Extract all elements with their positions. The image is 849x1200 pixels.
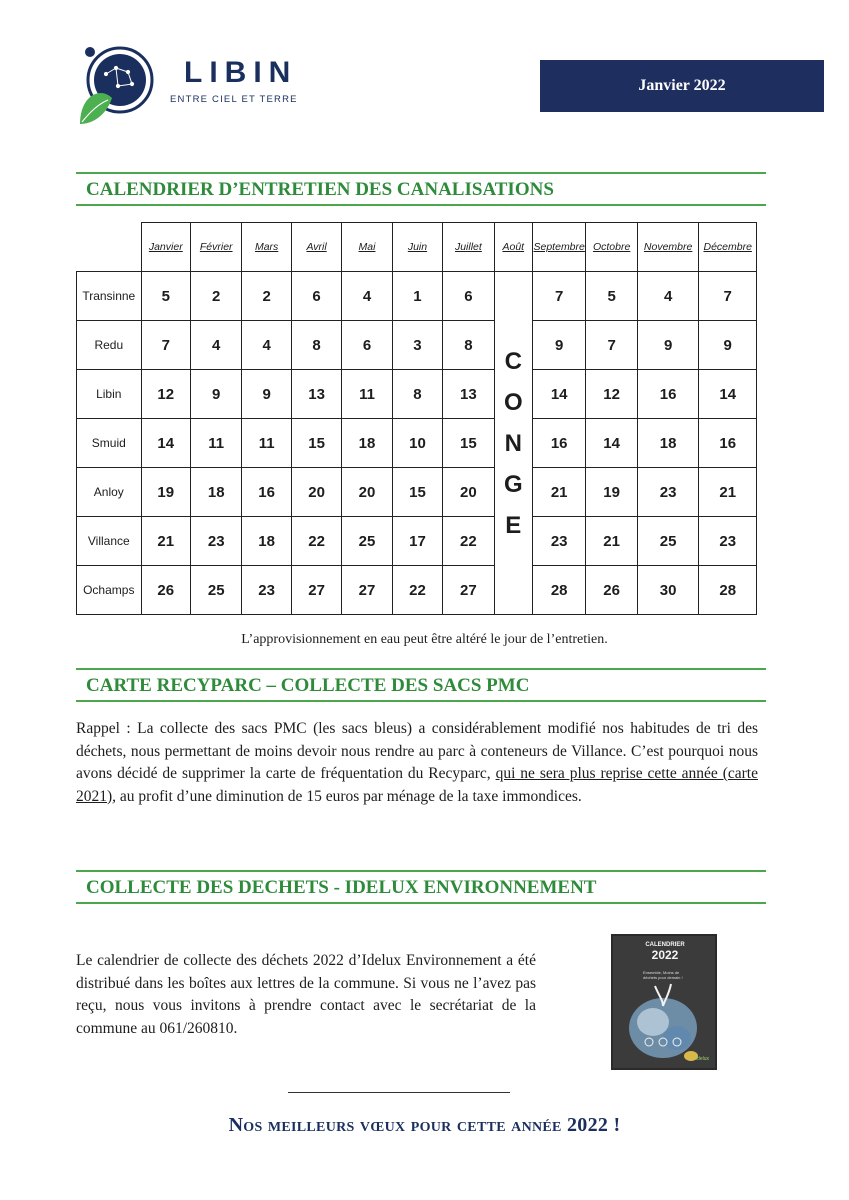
- day-cell: 20: [342, 468, 392, 517]
- day-cell: 9: [532, 321, 585, 370]
- month-header: Juin: [392, 223, 442, 272]
- day-cell: 27: [443, 566, 494, 615]
- conge-letter: G: [503, 470, 523, 498]
- calendar-row: [77, 468, 757, 517]
- day-cell: 18: [242, 517, 291, 566]
- day-cell: 6: [443, 272, 494, 321]
- calendar-row: [77, 321, 757, 370]
- month-header: Octobre: [586, 223, 637, 272]
- town-name: Libin: [77, 370, 142, 419]
- day-cell: 15: [392, 468, 442, 517]
- town-name: Smuid: [77, 419, 142, 468]
- day-cell: 6: [342, 321, 392, 370]
- day-cell: 16: [242, 468, 291, 517]
- day-cell: 16: [532, 419, 585, 468]
- day-cell: 8: [392, 370, 442, 419]
- day-cell: 11: [190, 419, 241, 468]
- libin-logo-icon: [76, 42, 156, 128]
- day-cell: 19: [586, 468, 637, 517]
- calendar-row: [77, 517, 757, 566]
- calendar-row: [77, 419, 757, 468]
- cover-title-text: CALENDRIER: [645, 942, 685, 948]
- day-cell: 21: [532, 468, 585, 517]
- day-cell: 26: [586, 566, 637, 615]
- day-cell: 4: [342, 272, 392, 321]
- day-cell: 15: [291, 419, 341, 468]
- day-cell: 28: [532, 566, 585, 615]
- month-header: Novembre: [637, 223, 699, 272]
- day-cell: 13: [443, 370, 494, 419]
- conge-letter: O: [503, 388, 523, 416]
- conge-letter: N: [504, 429, 522, 457]
- date-badge: Janvier 2022: [540, 60, 824, 112]
- calendar-row: [77, 566, 757, 615]
- day-cell: 27: [291, 566, 341, 615]
- recyparc-text-end: , au profit d’une diminution de 15 euros par ménage de la taxe immondices.: [112, 787, 582, 805]
- month-header: Janvier: [141, 223, 190, 272]
- day-cell: 11: [342, 370, 392, 419]
- day-cell: 22: [392, 566, 442, 615]
- section-title-recyparc: CARTE RECYPARC – COLLECTE DES SACS PMC: [76, 668, 766, 702]
- day-cell: 21: [141, 517, 190, 566]
- month-header: Février: [190, 223, 241, 272]
- day-cell: 21: [699, 468, 757, 517]
- brand: [170, 58, 298, 105]
- day-cell: 23: [190, 517, 241, 566]
- month-header: Mai: [342, 223, 392, 272]
- month-header: Août: [494, 223, 532, 272]
- day-cell: 9: [637, 321, 699, 370]
- day-cell: 2: [190, 272, 241, 321]
- town-name: Transinne: [77, 272, 142, 321]
- day-cell: 7: [532, 272, 585, 321]
- day-cell: 22: [291, 517, 341, 566]
- brand-name: LIBIN: [184, 56, 298, 89]
- brand-tagline: ENTRE CIEL ET TERRE: [170, 94, 298, 105]
- cover-title: [619, 942, 711, 962]
- month-header: Juillet: [443, 223, 494, 272]
- day-cell: 14: [532, 370, 585, 419]
- divider-line: [288, 1092, 510, 1093]
- day-cell: 23: [242, 566, 291, 615]
- day-cell: 4: [637, 272, 699, 321]
- day-cell: 21: [586, 517, 637, 566]
- day-cell: 14: [699, 370, 757, 419]
- day-cell: 13: [291, 370, 341, 419]
- day-cell: 9: [190, 370, 241, 419]
- day-cell: 22: [443, 517, 494, 566]
- day-cell: 20: [443, 468, 494, 517]
- day-cell: 5: [141, 272, 190, 321]
- day-cell: 14: [141, 419, 190, 468]
- day-cell: 9: [699, 321, 757, 370]
- day-cell: 23: [532, 517, 585, 566]
- recyparc-paragraph: [76, 718, 758, 808]
- day-cell: 10: [392, 419, 442, 468]
- day-cell: 8: [443, 321, 494, 370]
- recyparc-text-start: Rappel : La collecte des sacs PMC (les sacs bleus) a considérablement modifié nos habitudes de tri des déchets, nous permettant de moins devoir nous rendre au parc à conteneurs de Villance. C’est pourquoi nous avons décidé de supprimer la carte de fréquentation du Recyparc,: [76, 720, 758, 782]
- closing-wishes: Nos meilleurs vœux pour cette année 2022 !: [228, 1114, 621, 1136]
- day-cell: 18: [190, 468, 241, 517]
- waste-bag-illustration-icon: [619, 976, 711, 1066]
- day-cell: 23: [699, 517, 757, 566]
- day-cell: 16: [699, 419, 757, 468]
- day-cell: 9: [242, 370, 291, 419]
- day-cell: 7: [141, 321, 190, 370]
- day-cell: 30: [637, 566, 699, 615]
- day-cell: 27: [342, 566, 392, 615]
- town-name: Villance: [77, 517, 142, 566]
- day-cell: 25: [342, 517, 392, 566]
- day-cell: 15: [443, 419, 494, 468]
- day-cell: 23: [637, 468, 699, 517]
- day-cell: 4: [190, 321, 241, 370]
- month-header: Décembre: [699, 223, 757, 272]
- day-cell: 8: [291, 321, 341, 370]
- day-cell: 7: [699, 272, 757, 321]
- day-cell: 3: [392, 321, 442, 370]
- day-cell: 28: [699, 566, 757, 615]
- day-cell: 18: [637, 419, 699, 468]
- town-name: Ochamps: [77, 566, 142, 615]
- day-cell: 12: [586, 370, 637, 419]
- maintenance-calendar-table: [76, 222, 757, 615]
- day-cell: 11: [242, 419, 291, 468]
- section-title-canalisations: CALENDRIER D’ENTRETIEN DES CANALISATIONS: [76, 172, 766, 206]
- day-cell: 7: [586, 321, 637, 370]
- month-header: Mars: [242, 223, 291, 272]
- section-title-idelux: COLLECTE DES DECHETS - IDELUX ENVIRONNEMENT: [76, 870, 766, 904]
- calendar-row: [77, 272, 757, 321]
- month-header-row: [77, 223, 757, 272]
- day-cell: 19: [141, 468, 190, 517]
- month-header: Septembre: [532, 223, 585, 272]
- day-cell: 4: [242, 321, 291, 370]
- calendar-row: [77, 370, 757, 419]
- recyparc-text-underlined: qui ne sera plus reprise cette année (carte 2021): [76, 765, 758, 805]
- cover-year: 2022: [651, 948, 679, 962]
- day-cell: 18: [342, 419, 392, 468]
- day-cell: 1: [392, 272, 442, 321]
- idelux-paragraph: Le calendrier de collecte des déchets 2022 d’Idelux Environnement a été distribué dans les boîtes aux lettres de la commune. Si vous ne l’avez pas reçu, nous vous invitons à prendre contact avec le secrétariat de la commune au 061/260810.: [76, 952, 536, 1037]
- day-cell: 14: [586, 419, 637, 468]
- conge-letter: E: [505, 511, 522, 539]
- town-name: Redu: [77, 321, 142, 370]
- idelux-calendar-cover-image: [611, 934, 717, 1070]
- day-cell: 6: [291, 272, 341, 321]
- day-cell: 2: [242, 272, 291, 321]
- day-cell: 17: [392, 517, 442, 566]
- day-cell: 25: [190, 566, 241, 615]
- corner-cell: [77, 223, 142, 272]
- cover-brand: Idelux: [695, 1056, 709, 1062]
- day-cell: 5: [586, 272, 637, 321]
- month-header: Avril: [291, 223, 341, 272]
- cover-tagline: Ensemble, Moins de déchets pour demain !: [643, 970, 683, 980]
- day-cell: 25: [637, 517, 699, 566]
- day-cell: 16: [637, 370, 699, 419]
- conge-letter: C: [504, 347, 522, 375]
- day-cell: 20: [291, 468, 341, 517]
- day-cell: 26: [141, 566, 190, 615]
- town-name: Anloy: [77, 468, 142, 517]
- water-supply-note: L’approvisionnement en eau peut être altéré le jour de l’entretien.: [241, 632, 608, 647]
- conge-column: [494, 272, 532, 615]
- day-cell: 12: [141, 370, 190, 419]
